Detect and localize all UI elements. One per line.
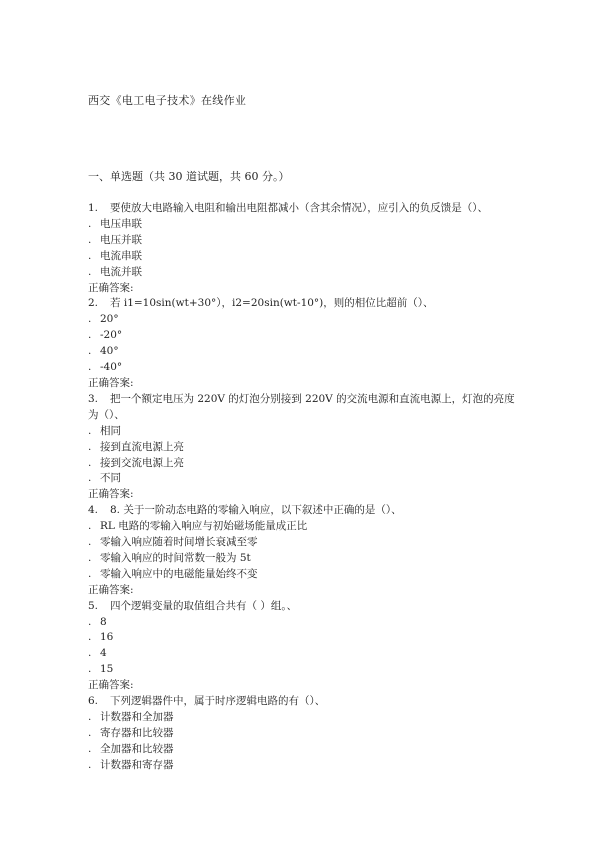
option-text: 16: [100, 631, 114, 644]
option-prefix: .: [88, 520, 92, 533]
option-prefix: .: [88, 345, 92, 358]
question-list: [88, 201, 518, 774]
option-prefix: .: [88, 472, 92, 485]
option-text: 8: [100, 615, 107, 628]
option-text: -20°: [100, 329, 123, 342]
question-stem: 下列逻辑器件中，属于时序逻辑电路的有（）、: [110, 695, 326, 708]
option-prefix: .: [88, 440, 92, 453]
question-text: [88, 296, 518, 312]
option-text: 接到交流电源上亮: [100, 456, 184, 469]
option-text: 寄存器和比较器: [100, 726, 174, 739]
option-text: 4: [100, 647, 107, 660]
answer-option: [88, 265, 518, 281]
option-text: 电压并联: [100, 233, 142, 246]
question-number: 6.: [88, 695, 99, 708]
answer-option: [88, 646, 518, 662]
question-text: [88, 392, 518, 424]
option-prefix: .: [88, 742, 92, 755]
option-text: 电流串联: [100, 249, 142, 262]
option-text: 计数器和寄存器: [100, 758, 174, 771]
answer-option: [88, 328, 518, 344]
option-text: 电流并联: [100, 265, 142, 278]
option-prefix: .: [88, 631, 92, 644]
question-number: 4.: [88, 504, 99, 517]
answer-option: [88, 312, 518, 328]
question-block: [88, 503, 518, 598]
option-prefix: .: [88, 249, 92, 262]
answer-option: [88, 630, 518, 646]
question-block: [88, 201, 518, 296]
option-text: 零输入响应中的电磁能量始终不变: [100, 567, 258, 580]
correct-answer-label: 正确答案:: [88, 679, 134, 692]
question-number: 1.: [88, 202, 99, 214]
option-prefix: .: [88, 329, 92, 342]
option-prefix: .: [88, 313, 92, 326]
option-prefix: .: [88, 361, 92, 374]
answer-option: [88, 344, 518, 360]
option-text: -40°: [100, 361, 123, 374]
question-number: 5.: [88, 599, 99, 612]
answer-option: [88, 424, 518, 440]
answer-option: [88, 471, 518, 487]
option-text: 计数器和全加器: [100, 711, 174, 723]
question-number: 3.: [88, 392, 99, 405]
option-text: 电压串联: [100, 217, 142, 230]
option-text: 相同: [100, 424, 121, 437]
question-stem: 要使放大电路输入电阻和输出电阻都减小（含其余情况），应引入的负反馈是（）、: [110, 202, 488, 214]
option-prefix: .: [88, 647, 92, 660]
section-header: 一、单选题（共 30 道试题，共 60 分。）: [88, 170, 290, 183]
option-text: 零输入响应的时间常数一般为 5t: [100, 551, 251, 564]
correct-answer-label: 正确答案:: [88, 376, 134, 389]
option-prefix: .: [88, 615, 92, 628]
answer-option: [88, 758, 518, 774]
option-prefix: .: [88, 456, 92, 469]
correct-answer-label: 正确答案:: [88, 583, 134, 596]
correct-answer-label: 正确答案:: [88, 488, 134, 501]
option-prefix: .: [88, 217, 92, 230]
answer-option: [88, 249, 518, 265]
answer-option: [88, 233, 518, 249]
option-text: 15: [100, 663, 114, 676]
option-text: RL 电路的零输入响应与初始磁场能量成正比: [100, 520, 308, 533]
option-prefix: .: [88, 663, 92, 676]
option-prefix: .: [88, 424, 92, 437]
option-text: 零输入响应随着时间增长衰减至零: [100, 536, 258, 549]
question-stem: 把一个额定电压为 220V 的灯泡分别接到 220V 的交流电源和直流电源上，灯泡的亮度为（）、: [88, 392, 515, 421]
option-text: 20°: [100, 313, 119, 326]
answer-option: [88, 742, 518, 758]
question-text: [88, 694, 518, 710]
option-text: 全加器和比较器: [100, 742, 174, 755]
correct-answer-label: 正确答案:: [88, 281, 134, 294]
option-prefix: .: [88, 758, 92, 771]
answer-option: [88, 440, 518, 456]
option-text: 接到直流电源上亮: [100, 440, 184, 453]
option-prefix: .: [88, 265, 92, 278]
question-text: [88, 503, 518, 519]
question-number: 2.: [88, 297, 99, 310]
question-block: [88, 392, 518, 503]
answer-option: [88, 662, 518, 678]
question-block: [88, 296, 518, 391]
question-block: [88, 694, 518, 774]
question-text: [88, 599, 518, 615]
question-block: [88, 599, 518, 694]
answer-option: [88, 217, 518, 233]
option-prefix: .: [88, 711, 92, 723]
answer-option: [88, 551, 518, 567]
question-stem: 8. 关于一阶动态电路的零输入响应，以下叙述中正确的是（）、: [110, 504, 402, 517]
answer-option: [88, 726, 518, 742]
answer-option: [88, 535, 518, 551]
option-text: 不同: [100, 472, 121, 485]
question-stem: 四个逻辑变量的取值组合共有（ ）组。、: [110, 599, 298, 612]
answer-option: [88, 456, 518, 472]
answer-option: [88, 519, 518, 535]
answer-option: [88, 567, 518, 583]
option-prefix: .: [88, 536, 92, 549]
option-prefix: .: [88, 551, 92, 564]
question-text: [88, 201, 518, 217]
option-prefix: .: [88, 233, 92, 246]
option-text: 40°: [100, 345, 119, 358]
answer-option: [88, 360, 518, 376]
option-prefix: .: [88, 726, 92, 739]
document-title: 西交《电工电子技术》在线作业: [88, 94, 247, 107]
question-stem: 若 i1=10sin(wt+30°），i2=20sin(wt-10°)，则的相位比超前（）、: [110, 297, 434, 310]
option-prefix: .: [88, 567, 92, 580]
answer-option: [88, 615, 518, 631]
answer-option: [88, 710, 518, 726]
